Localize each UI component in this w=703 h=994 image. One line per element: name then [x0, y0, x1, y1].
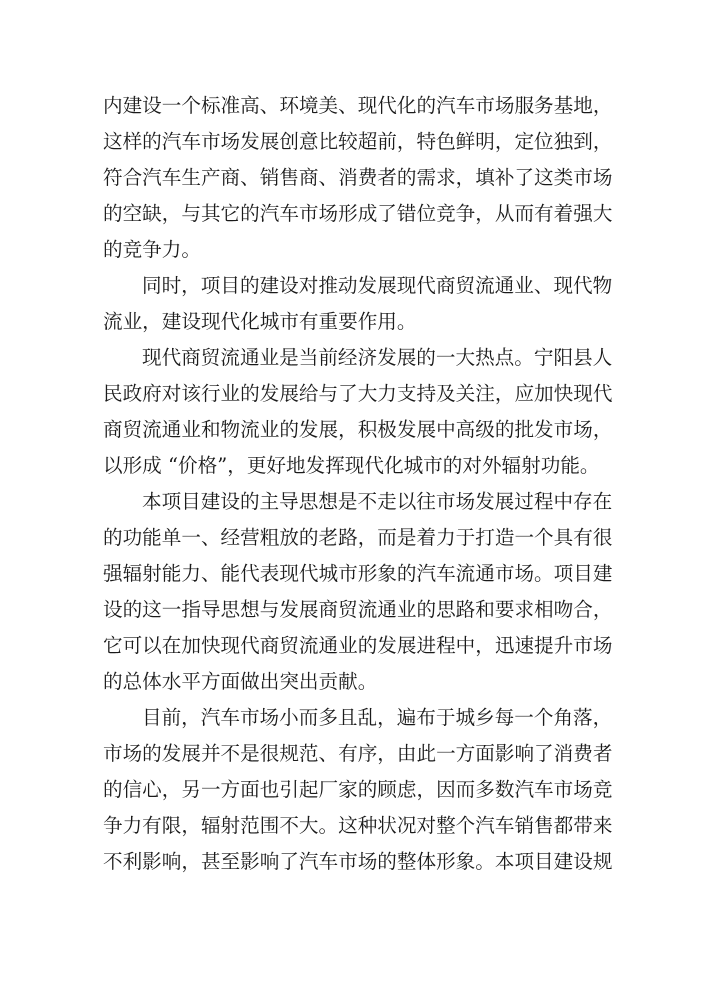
document-page — [103, 88, 613, 880]
text-line: 以形成 “价格”，更好地发挥现代化城市的对外辐射功能。 — [103, 454, 600, 477]
text-line: 同时，项目的建设对推动发展现代商贸流通业、现代物 — [142, 274, 613, 297]
text-line: 本项目建设的主导思想是不走以往市场发展过程中存在 — [142, 490, 613, 513]
text-line: 它可以在加快现代商贸流通业的发展进程中，迅速提升市场 — [103, 634, 613, 657]
text-line: 不利影响，甚至影响了汽车市场的整体形象。本项目建设规 — [103, 850, 613, 873]
text-line: 的总体水平方面做出突出贡献。 — [103, 670, 378, 693]
paragraph-4 — [103, 484, 613, 700]
paragraph-5 — [103, 700, 613, 880]
text-line: 流业，建设现代化城市有重要作用。 — [103, 310, 417, 333]
text-line: 商贸流通业和物流业的发展，积极发展中高级的批发市场， — [103, 418, 613, 441]
text-line: 的空缺，与其它的汽车市场形成了错位竞争，从而有着强大 — [103, 202, 613, 225]
text-line: 市场的发展并不是很规范、有序，由此一方面影响了消费者 — [103, 742, 613, 765]
text-line: 设的这一指导思想与发展商贸流通业的思路和要求相吻合， — [103, 598, 613, 621]
text-line: 目前，汽车市场小而多且乱，遍布于城乡每一个角落， — [142, 706, 613, 729]
text-line: 民政府对该行业的发展给与了大力支持及关注，应加快现代 — [103, 382, 613, 405]
text-line: 的功能单一、经营粗放的老路，而是着力于打造一个具有很 — [103, 526, 613, 549]
paragraph-2 — [103, 268, 613, 340]
text-line: 强辐射能力、能代表现代城市形象的汽车流通市场。项目建 — [103, 562, 613, 585]
text-line: 现代商贸流通业是当前经济发展的一大热点。宁阳县人 — [142, 346, 613, 369]
text-line: 的信心，另一方面也引起厂家的顾虑，因而多数汽车市场竞 — [103, 778, 613, 801]
text-line: 这样的汽车市场发展创意比较超前，特色鲜明，定位独到， — [103, 130, 613, 153]
text-line: 符合汽车生产商、销售商、消费者的需求，填补了这类市场 — [103, 166, 613, 189]
text-line: 争力有限，辐射范围不大。这种状况对整个汽车销售都带来 — [103, 814, 613, 837]
paragraph-3 — [103, 340, 613, 484]
text-line: 的竞争力。 — [103, 238, 201, 261]
text-line: 内建设一个标准高、环境美、现代化的汽车市场服务基地， — [103, 94, 613, 117]
paragraph-1 — [103, 88, 613, 268]
